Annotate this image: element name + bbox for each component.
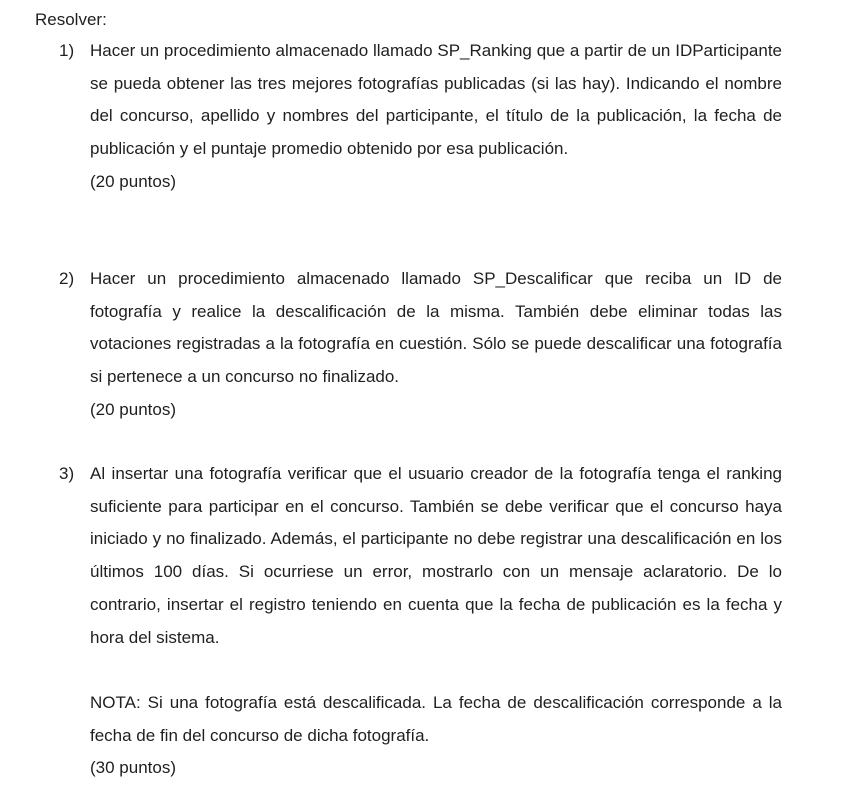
item-points: (20 puntos) [90, 399, 176, 419]
item-points: (20 puntos) [90, 171, 176, 191]
item-number: 2) [59, 269, 75, 288]
item-note: NOTA: Si una fotografía está descalificada. La fecha de descalificación corresponde a la fecha de fin del concurso de dicha fotografía. [90, 692, 782, 745]
item-text: Hacer un procedimiento almacenado llamado SP_Ranking que a partir de un IDParticipante se pueda obtener las tres mejores fotografías publicadas (si las hay). Indicando el nombre del concurso, apellido y nombres del participante, el título de la publicación, la fecha de publicación y el puntaje promedio obtenido por esa publicación. [90, 41, 782, 159]
item-body [90, 35, 782, 199]
section-heading: Resolver: [35, 10, 107, 29]
item-number: 3) [59, 464, 75, 483]
item-text: Al insertar una fotografía verificar que el usuario creador de la fotografía tenga el ranking suficiente para participar en el concurso. También se debe verificar que el concurso haya iniciado y no finalizado. Además, el participante no debe registrar una descalificación en los últimos 100 días. Si ocurriese un error, mostrarlo con un mensaje aclaratorio. De lo contrario, insertar el registro teniendo en cuenta que la fecha de publicación es la fecha y hora del sistema. [90, 464, 782, 647]
item-number: 1) [59, 41, 75, 60]
item-points: (30 puntos) [90, 758, 176, 778]
item-body [90, 263, 782, 427]
item-body [90, 458, 782, 785]
item-text: Hacer un procedimiento almacenado llamado SP_Descalificar que reciba un ID de fotografía y realice la descalificación de la misma. También debe eliminar todas las votaciones registradas a la fotografía en cuestión. Sólo se puede descalificar una fotografía si pertenece a un concurso no finalizado. [90, 269, 782, 387]
